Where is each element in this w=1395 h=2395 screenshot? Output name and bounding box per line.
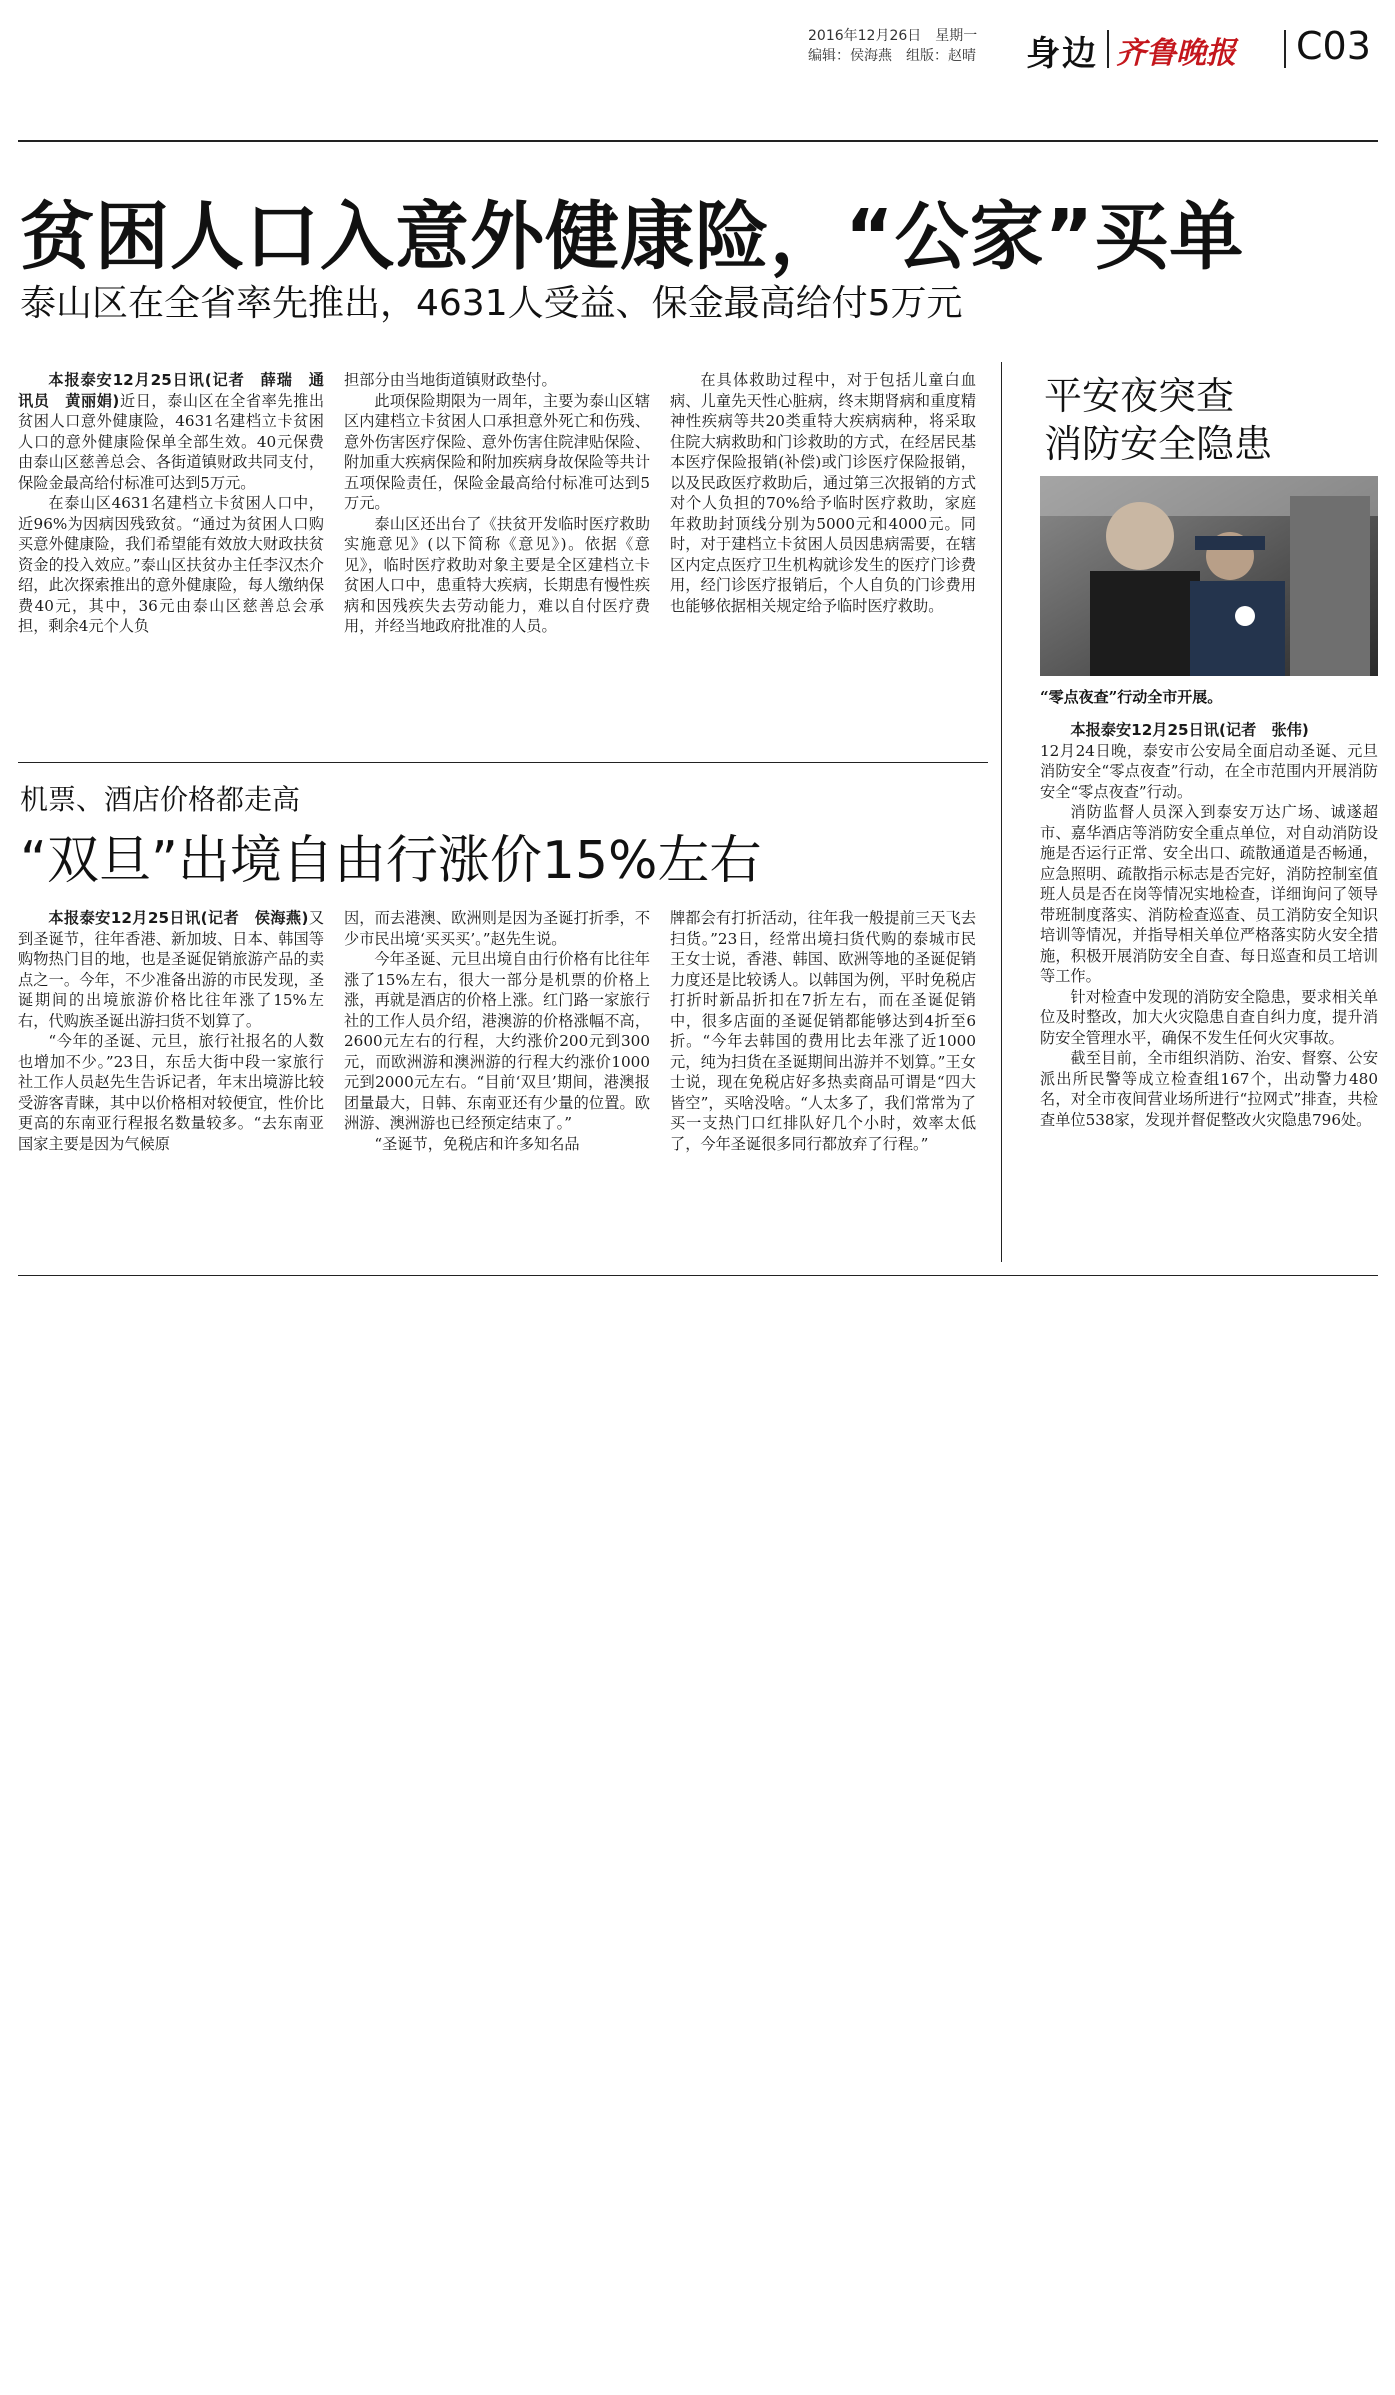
header-divider-2 bbox=[1284, 30, 1286, 68]
travel-column-1 bbox=[18, 908, 324, 1154]
lead-paragraph: 近日，泰山区在全省率先推出贫困人口意外健康险，4631名建档立卡贫困人口的意外健康险保单全部生效。40元保费由泰山区慈善总会、各街道镇财政共同支付，保险金最高给付标准可达到5万元。 bbox=[18, 391, 325, 492]
travel-paragraph: 今年圣诞、元旦出境自由行价格有比往年涨了15%左右，很大一部分是机票的价格上涨，再就是酒店的价格上涨。红门路一家旅行社的工作人员介绍，港澳游的价格涨幅不高，2600元左右的行程，大约涨价200元到300元，而欧洲游和澳洲游的行程大约涨价1000元到2000元左右。“目前‘双旦’期间，港澳报团量最大，日韩、东南亚还有少量的位置。欧洲游、澳洲游也已经预定结束了。” bbox=[344, 950, 650, 1132]
side-column bbox=[1040, 720, 1378, 1130]
story-divider bbox=[18, 762, 988, 763]
travel-headline: “双旦”出境自由行涨价15%左右 bbox=[20, 831, 762, 891]
side-paragraph: 消防监督人员深入到泰安万达广场、诚遂超市、嘉华酒店等消防安全重点单位，对自动消防设施是否运行正常、安全出口、疏散通道是否畅通，应急照明、疏散指示标志是否完好，消防控制室值班人员是否在岗等情况实地检查，详细询问了领导带班制度落实、消防检查巡查、员工消防安全知识培训等情况，并指导相关单位严格落实防火安全措施，积极开展消防安全自查、每日巡查和员工培训等工作。 bbox=[1040, 803, 1378, 985]
column-divider bbox=[1001, 362, 1002, 1262]
photo-caption: “零点夜查”行动全市开展。 bbox=[1040, 688, 1223, 706]
lead-column-3 bbox=[670, 370, 976, 616]
side-headline-line-2: 消防安全隐患 bbox=[1044, 422, 1273, 466]
travel-paragraph: 牌都会有打折活动，往年我一般提前三天飞去扫货。”23日，经常出境扫货代购的泰城市民王女士说，香港、韩国、欧洲等地的圣诞促销力度还是比较诱人。以韩国为例，平时免税店打折时新品折扣在7折左右，而在圣诞促销中，很多店面的圣诞促销都能够达到4折至6折。“今年去韩国的费用比去年涨了近1000元，纯为扫货在圣诞期间出游并不划算。”王女士说，现在免税店好多热卖商品可谓是“四大皆空”，买啥没啥。“人太多了，我们常常为了买一支热门口红排队好几个小时，效率太低了，今年圣诞很多同行都放弃了行程。” bbox=[670, 909, 976, 1153]
lead-subheadline: 泰山区在全省率先推出，4631人受益、保金最高给付5万元 bbox=[20, 283, 963, 324]
inspection-photo bbox=[1040, 476, 1378, 676]
lead-column-1 bbox=[18, 370, 324, 637]
side-headline-line-1: 平安夜突查 bbox=[1044, 374, 1235, 418]
lead-paragraph: 在泰山区4631名建档立卡贫困人口中，近96%为因病因残致贫。“通过为贫困人口购买意外健康险，我们希望能有效放大财政扶贫资金的投入效应。”泰山区扶贫办主任李汉杰介绍，此次探索推出的意外健康险，每人缴纳保费40元，其中，36元由泰山区慈善总会承担，剩余4元个人负 bbox=[18, 494, 324, 635]
editor-credits: 编辑：侯海燕 组版：赵晴 bbox=[808, 48, 976, 64]
travel-byline: 本报泰安12月25日讯(记者 侯海燕) bbox=[48, 909, 309, 927]
lead-paragraph: 担部分由当地街道镇财政垫付。 bbox=[344, 371, 557, 389]
issue-date: 2016年12月26日 星期一 bbox=[808, 28, 978, 44]
lead-byline: 本报泰安12月25日讯(记者 薛瑞 通讯员 黄丽娟) bbox=[18, 371, 324, 410]
travel-paragraph: “圣诞节，免税店和许多知名品 bbox=[374, 1134, 580, 1153]
travel-paragraph: 因，而去港澳、欧洲则是因为圣诞打折季，不少市民出境‘买买买’。”赵先生说。 bbox=[344, 909, 650, 948]
lead-paragraph: 泰山区还出台了《扶贫开发临时医疗救助实施意见》(以下简称《意见》)。依据《意见》，临时医疗救助对象主要是全区建档立卡贫困人口中，患重特大疾病，长期患有慢性疾病和因残疾失去劳动能力，难以自付医疗费用，并经当地政府批准的人员。 bbox=[344, 514, 650, 635]
travel-column-3 bbox=[670, 908, 976, 1154]
side-paragraph: 12月24日晚，泰安市公安局全面启动圣诞、元旦消防安全“零点夜查”行动，在全市范围内开展消防安全“零点夜查”行动。 bbox=[1040, 741, 1378, 801]
lead-headline: 贫困人口入意外健康险，“公家”买单 bbox=[20, 194, 1245, 280]
side-paragraph: 截至目前，全市组织消防、治安、督察、公安派出所民警等成立检查组167个，出动警力480名，对全市夜间营业场所进行“拉网式”排查，共检查单位538家，发现并督促整改火灾隐患796处。 bbox=[1040, 1049, 1378, 1129]
side-byline: 本报泰安12月25日讯(记者 张伟) bbox=[1070, 721, 1309, 739]
lead-column-2 bbox=[344, 370, 650, 637]
lead-paragraph: 此项保险期限为一周年，主要为泰山区辖区内建档立卡贫困人口承担意外死亡和伤残、意外伤害医疗保险、意外伤害住院津贴保险、附加重大疾病保险和附加疾病身故保险等共计五项保险责任，保险金最高给付标准可达到5万元。 bbox=[344, 391, 650, 512]
side-paragraph: 针对检查中发现的消防安全隐患，要求相关单位及时整改，加大火灾隐患自查自纠力度，提升消防安全管理水平，确保不发生任何火灾事故。 bbox=[1040, 987, 1378, 1047]
page-number: C03 bbox=[1296, 24, 1371, 68]
top-rule bbox=[18, 140, 1378, 142]
newspaper-logo: 齐鲁晚报 bbox=[1116, 36, 1236, 71]
travel-paragraph: “今年的圣诞、元旦，旅行社报名的人数也增加不少。”23日，东岳大街中段一家旅行社工作人员赵先生告诉记者，年末出境游比较受游客青睐，其中以价格相对较便宜，性价比更高的东南亚行程报名数量较多。“去东南亚国家主要是因为气候原 bbox=[18, 1032, 324, 1153]
header-divider bbox=[1107, 30, 1109, 68]
section-name: 身边 bbox=[1026, 34, 1098, 74]
travel-column-2 bbox=[344, 908, 650, 1154]
travel-kicker: 机票、酒店价格都走高 bbox=[20, 783, 301, 816]
bottom-rule bbox=[18, 1275, 1378, 1276]
lead-paragraph: 在具体救助过程中，对于包括儿童白血病、儿童先天性心脏病，终末期肾病和重度精神性疾病等共20类重特大疾病病种，将采取住院大病救助和门诊救助的方式，在经居民基本医疗保险报销(补偿)或门诊医疗保险报销，以及民政医疗救助后，通过第三次报销的方式对个人负担的70%给予临时医疗救助，家庭年救助封顶线分别为5000元和4000元。同时，对于建档立卡贫困人员因患病需要，在辖区内定点医疗卫生机构就诊发生的医疗门诊费用，经门诊医疗报销后，个人自负的门诊费用也能够依据相关规定给予临时医疗救助。 bbox=[670, 371, 976, 615]
travel-paragraph: 又到圣诞节，往年香港、新加坡、日本、韩国等购物热门目的地，也是圣诞促销旅游产品的卖点之一。今年，不少准备出游的市民发现，圣诞期间的出境旅游价格比往年涨了15%左右，代购族圣诞出游扫货不划算了。 bbox=[18, 909, 325, 1030]
